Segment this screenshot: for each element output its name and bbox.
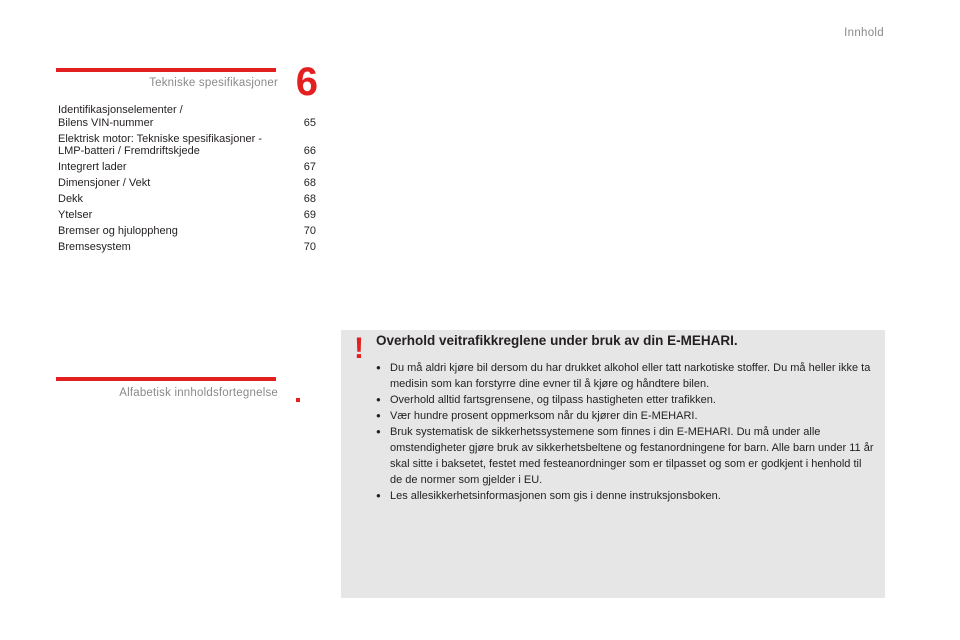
bullet-marker-icon <box>296 398 300 402</box>
toc-item-text: Integrert lader <box>58 161 127 173</box>
toc-item-text: Ytelser <box>58 209 93 221</box>
toc-item-text: Dimensjoner / Vekt <box>58 177 151 189</box>
toc-item-page: 67 <box>303 161 316 173</box>
toc-item-text: Identifikasjonselementer / Bilens VIN-nummer <box>58 104 183 129</box>
toc-item-page: 66 <box>303 145 316 157</box>
toc-item-page: 65 <box>303 116 316 129</box>
warning-title: Overhold veitrafikkreglene under bruk av din E-MEHARI. <box>376 333 738 348</box>
toc-list <box>58 104 316 257</box>
road-safety-warning-panel <box>341 330 885 598</box>
warning-item: ● Overhold alltid fartsgrensene, og tilpass hastigheten etter trafikken. <box>376 392 876 408</box>
warning-list <box>376 360 876 504</box>
toc-item[interactable] <box>58 209 316 222</box>
section-alfabetisk-innholdsfortegnelse[interactable] <box>56 377 318 403</box>
toc-item[interactable] <box>58 225 316 238</box>
section-head <box>56 60 318 104</box>
toc-item[interactable] <box>58 133 316 158</box>
toc-item[interactable] <box>58 161 316 174</box>
section-title[interactable]: Tekniske spesifikasjoner <box>149 77 278 89</box>
warning-item: ● Bruk systematisk de sikkerhetssystemene som finnes i din E-MEHARI. Du må under alle omstendigheter gjøre bruk av sikkerhetsbeltene og festanordningene for barn. Alle barn under 11 år skal sitte i baksetet, festet med festeanordninger som er tilpasset og som er godkjent i henhold til de de normer som gjelder i EU. <box>376 424 876 488</box>
toc-item[interactable] <box>58 193 316 206</box>
toc-item-text: Bremsesystem <box>58 241 131 253</box>
warning-exclamation-icon: ! <box>354 332 364 365</box>
section-tekniske-spesifikasjoner[interactable] <box>56 60 318 104</box>
toc-item-page: 69 <box>303 209 316 221</box>
toc-item-text: Bremser og hjuloppheng <box>58 225 178 237</box>
toc-item-text: Elektrisk motor: Tekniske spesifikasjoner - LMP-batteri / Fremdriftskjede <box>58 132 262 157</box>
header-label[interactable]: Innhold <box>844 27 884 39</box>
toc-item[interactable] <box>58 241 316 254</box>
toc-item[interactable] <box>58 104 316 129</box>
toc-item-text: Dekk <box>58 193 84 205</box>
warning-item: ● Du må aldri kjøre bil dersom du har drukket alkohol eller tatt narkotiske stoffer. Du må heller ikke ta medisin som kan forstyrre dine evner til å kjøre og håndtere bilen. <box>376 360 876 392</box>
warning-item: ● Les allesikkerhetsinformasjonen som gis i denne instruksjonsboken. <box>376 488 876 504</box>
toc-item-page: 70 <box>303 241 316 253</box>
toc-item[interactable] <box>58 177 316 190</box>
toc-item-page: 70 <box>303 225 316 237</box>
section-title[interactable]: Alfabetisk innholdsfortegnelse <box>119 387 278 399</box>
section-head <box>56 381 318 403</box>
toc-item-page: 68 <box>303 177 316 189</box>
chapter-number: 6 <box>295 60 318 104</box>
warning-item: ● Vær hundre prosent oppmerksom når du kjører din E-MEHARI. <box>376 408 876 424</box>
toc-item-page: 68 <box>303 193 316 205</box>
